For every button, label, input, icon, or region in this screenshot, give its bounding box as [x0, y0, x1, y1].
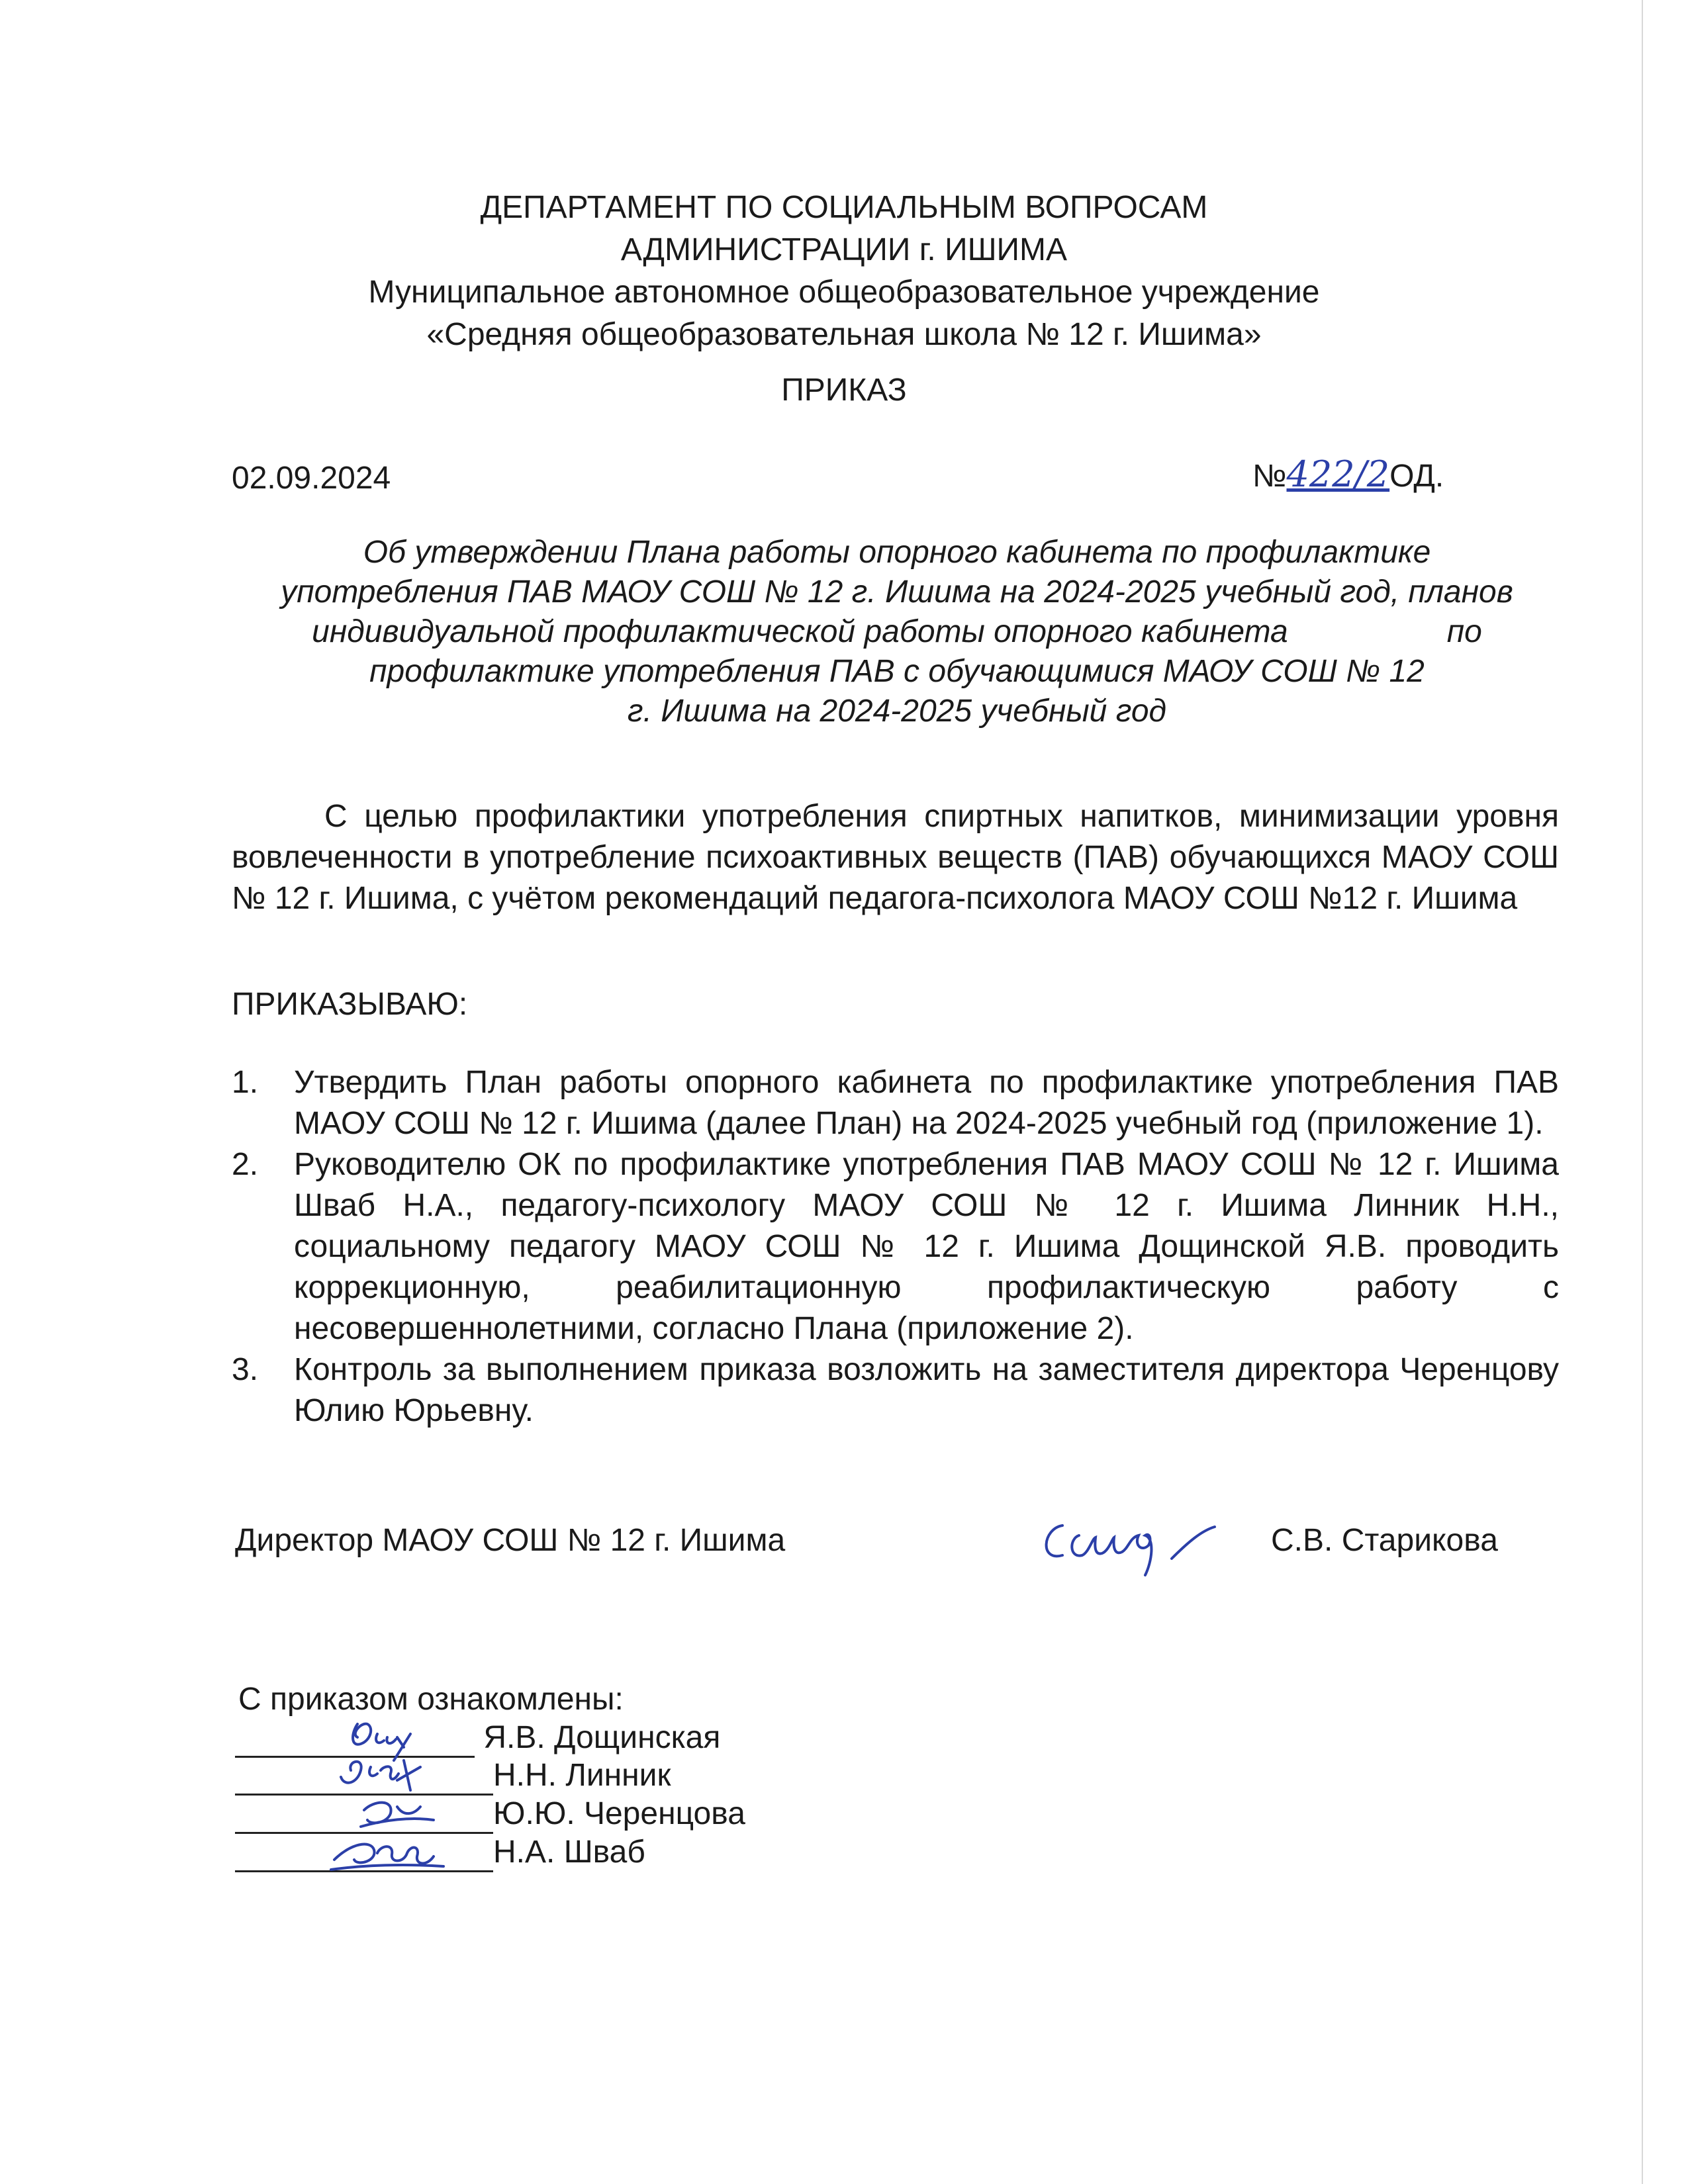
list-item [232, 1062, 1559, 1144]
item-number: 1. [232, 1065, 259, 1100]
order-date: 02.09.2024 [232, 461, 391, 496]
signer-name: Я.В. Дощинская [483, 1720, 721, 1755]
handwritten-number: 422/2 [1286, 453, 1390, 495]
item-text: Контроль за выполнением приказа возложить на заместителя директора Черенцову Юлию Юрьевну. [294, 1352, 1559, 1428]
order-subject [238, 533, 1556, 731]
item-number: 3. [232, 1352, 259, 1387]
preamble-text: С целью профилактики употребления спиртных напитков, минимизации уровня вовлеченности в употребление психоактивных веществ (ПАВ) обучающихся МАОУ СОШ № 12 г. Ишима, с учётом рекомендаций педагога-психолога МАОУ СОШ №12 г. Ишима [232, 799, 1559, 916]
letterhead-line-4: «Средняя общеобразовательная школа № 12 г. Ишима» [426, 317, 1262, 352]
signer-name: Н.Н. Линник [493, 1758, 671, 1793]
order-items [232, 1062, 1559, 1432]
subject-line: Об утверждении Плана работы опорного кабинета по профилактике [363, 535, 1431, 570]
list-item [232, 1144, 1559, 1349]
subject-line: профилактике употребления ПАВ с обучающимися МАОУ СОШ № 12 [369, 654, 1425, 689]
subject-line: употребления ПАВ МАОУ СОШ № 12 г. Ишима на 2024-2025 учебный год, планов [281, 574, 1513, 610]
item-text: Утвердить План работы опорного кабинета по профилактике употребления ПАВ МАОУ СОШ № 12 г. Ишима (далее План) на 2024-2025 учебный год (приложение 1). [294, 1065, 1559, 1141]
letterhead-line-2: АДМИНИСТРАЦИИ г. ИШИМА [620, 232, 1068, 267]
subject-line: индивидуальной профилактической работы опорного кабинета по [312, 614, 1482, 649]
acknowledgment-signatures [311, 1707, 483, 1893]
list-item [232, 1349, 1559, 1432]
director-position: Директор МАОУ СОШ № 12 г. Ишима [235, 1523, 786, 1558]
letterhead-line-3: Муниципальное автономное общеобразовательное учреждение [368, 275, 1320, 310]
document-title: ПРИКАЗ [781, 373, 907, 408]
acknowledgment-title: С приказом ознакомлены: [238, 1682, 624, 1717]
director-name: С.В. Старикова [1271, 1523, 1498, 1558]
signer-name: Ю.Ю. Черенцова [493, 1796, 745, 1831]
item-text: Руководителю ОК по профилактике употребления ПАВ МАОУ СОШ № 12 г. Ишима Шваб Н.А., педагогу-психологу МАОУ СОШ № 12 г. Ишима Линник Н.Н., социальному педагогу МАОУ СОШ № 12 г. Ишима Дощинской Я.В. проводить коррекционную, реабилитационную профилактическую работу с несовершеннолетними, согласно Плана (приложение 2). [294, 1147, 1559, 1346]
letterhead-line-1: ДЕПАРТАМЕНТ ПО СОЦИАЛЬНЫМ ВОПРОСАМ [480, 190, 1208, 225]
preamble-paragraph [232, 796, 1559, 919]
director-signature [1029, 1499, 1241, 1578]
number-suffix: ОД. [1389, 459, 1444, 494]
order-number [1252, 453, 1444, 495]
order-word: ПРИКАЗЫВАЮ: [232, 987, 468, 1022]
signer-name: Н.А. Шваб [493, 1835, 645, 1870]
item-number: 2. [232, 1147, 259, 1182]
subject-line: г. Ишима на 2024-2025 учебный год [627, 694, 1167, 729]
number-sign: № [1252, 459, 1287, 494]
letterhead [0, 187, 1688, 356]
